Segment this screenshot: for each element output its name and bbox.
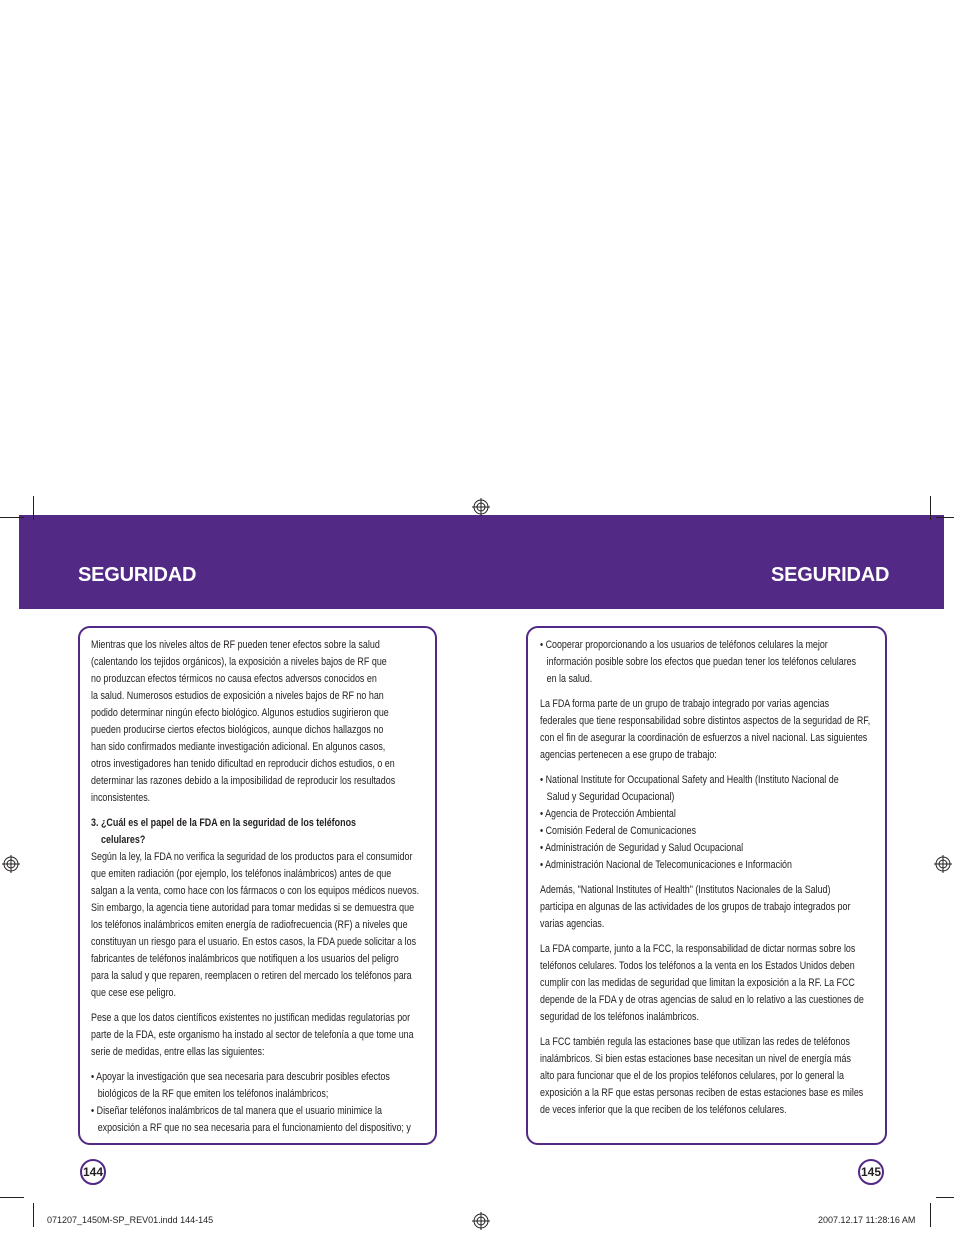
text-line: Pese a que los datos científicos existentes no justifican medidas regulatorias por: [91, 1012, 411, 1024]
text-line: han sido confirmados mediante investigación adicional. En algunos casos,: [91, 741, 386, 753]
text-line: en la salud.: [546, 673, 593, 685]
text-line: La FDA comparte, junto a la FCC, la responsabilidad de dictar normas sobre los: [540, 943, 856, 955]
text-line: información posible sobre los efectos que puedan tener los teléfonos celulares: [546, 656, 857, 668]
paragraph: [540, 941, 870, 1026]
left-panel-text: [91, 637, 419, 1137]
text-line: biológicos de la RF que emiten los teléfonos inalámbricos;: [97, 1088, 329, 1100]
text-line: Además, "National Institutes of Health" (Institutos Nacionales de la Salud): [540, 884, 831, 896]
registration-mark-icon: [934, 855, 952, 873]
text-line: de veces inferior que la que reciben de los teléfonos celulares.: [540, 1104, 787, 1116]
crop-mark: [33, 1203, 34, 1227]
bullet-item: [91, 1103, 419, 1137]
text-line: pueden producirse ciertos efectos biológicos, aunque dichos hallazgos no: [91, 724, 384, 736]
text-line: determinar las razones debido a la imposibilidad de reproducir los resultados: [91, 775, 396, 787]
page-number-right: 145: [858, 1159, 884, 1185]
question-heading: [91, 815, 419, 849]
text-line: celulares?: [101, 834, 146, 846]
timestamp-slug: 2007.12.17 11:28:16 AM: [818, 1215, 916, 1225]
bullet-item: [91, 1069, 419, 1103]
crop-mark: [0, 1197, 24, 1198]
registration-mark-icon: [472, 498, 490, 516]
paragraph: [540, 696, 870, 764]
text-line: parte de la FDA, este organismo ha instado al sector de telefonía a que tome una: [91, 1029, 414, 1041]
paragraph: [540, 1034, 870, 1119]
text-line: Sin embargo, la agencia tiene autoridad para tomar medidas si se demuestra que: [91, 902, 415, 914]
text-line: otros investigadores han tenido dificultad en reproducir dichos estudios, o en: [91, 758, 395, 770]
paragraph: [91, 849, 419, 1002]
text-line: varias agencias.: [540, 918, 605, 930]
text-line: agencias pertenecen a ese grupo de trabajo:: [540, 749, 717, 761]
crop-mark: [936, 1197, 954, 1198]
list-item: • Administración Nacional de Telecomunicaciones e Información: [540, 859, 792, 871]
crop-mark: [930, 496, 931, 520]
text-line: exposición a RF que no sea necesaria para el funcionamiento del dispositivo; y: [97, 1122, 411, 1134]
text-line: que emiten radiación (por ejemplo, los teléfonos inalámbricos) antes de que: [91, 868, 392, 880]
text-line: la salud. Numerosos estudios de exposición a niveles bajos de RF no han: [91, 690, 384, 702]
text-line: salgan a la venta, como hace con los fármacos o con los equipos médicos nuevos.: [91, 885, 420, 897]
text-line: inalámbricos. Si bien estas estaciones base necesitan un nivel de energía más: [540, 1053, 851, 1065]
right-panel-text: [540, 637, 870, 1119]
text-line: alto para funcionar que el de los propios teléfonos celulares, por lo general la: [540, 1070, 844, 1082]
text-line: fabricantes de teléfonos inalámbricos que notifiquen a los usuarios del peligro: [91, 953, 399, 965]
text-line: La FDA forma parte de un grupo de trabajo integrado por varias agencias: [540, 698, 830, 710]
crop-mark: [0, 517, 24, 518]
list-item: • National Institute for Occupational Safety and Health (Instituto Nacional de: [540, 774, 839, 786]
text-line: Según la ley, la FDA no verifica la seguridad de los productos para el consumidor: [91, 851, 413, 863]
text-line: podido determinar ningún efecto biológico. Algunos estudios sugirieron que: [91, 707, 389, 719]
text-line: teléfonos celulares. Todos los teléfonos a la venta en los Estados Unidos deben: [540, 960, 855, 972]
text-line: cumplir con las medidas de seguridad que limitan la exposición a la RF. La FCC: [540, 977, 855, 989]
list-item: Salud y Seguridad Ocupacional): [546, 791, 675, 803]
text-line: • Diseñar teléfonos inalámbricos de tal manera que el usuario minimice la: [91, 1105, 382, 1117]
text-line: constituyan un riesgo para el usuario. En estos casos, la FDA puede solicitar a los: [91, 936, 417, 948]
registration-mark-icon: [2, 855, 20, 873]
page-title-left: SEGURIDAD: [78, 564, 197, 586]
text-line: depende de la FDA y de otras agencias de salud en lo relativo a las cuestiones de: [540, 994, 864, 1006]
paragraph: [91, 1010, 419, 1061]
text-line: participa en algunas de las actividades de los grupos de trabajo integrados por: [540, 901, 851, 913]
page-title-right: SEGURIDAD: [771, 564, 890, 586]
agency-list: [540, 772, 870, 874]
list-item: • Agencia de Protección Ambiental: [540, 808, 676, 820]
text-line: inconsistentes.: [91, 792, 151, 804]
list-item: • Comisión Federal de Comunicaciones: [540, 825, 697, 837]
paragraph: [91, 637, 419, 807]
text-line: para la salud y que reparen, reemplacen o retiren del mercado los teléfonos para: [91, 970, 412, 982]
paragraph: [540, 882, 870, 933]
text-line: no produzcan efectos térmicos no causa efectos adversos conocidos en: [91, 673, 377, 685]
text-line: Mientras que los niveles altos de RF pueden tener efectos sobre la salud: [91, 639, 380, 651]
text-line: • Cooperar proporcionando a los usuarios de teléfonos celulares la mejor: [540, 639, 828, 651]
text-line: exposición a la RF que estas personas reciben de estas estaciones base es miles: [540, 1087, 864, 1099]
text-line: que cese ese peligro.: [91, 987, 177, 999]
text-line: los teléfonos inalámbricos emiten energía de radiofrecuencia (RF) a niveles que: [91, 919, 408, 931]
header-band: [19, 515, 944, 609]
crop-mark: [33, 496, 34, 520]
crop-mark: [936, 517, 954, 518]
text-line: La FCC también regula las estaciones base que utilizan las redes de teléfonos: [540, 1036, 850, 1048]
text-line: federales que tiene responsabilidad sobre distintos aspectos de la seguridad de RF,: [540, 715, 871, 727]
text-line: • Apoyar la investigación que sea necesaria para descubrir posibles efectos: [91, 1071, 390, 1083]
page-number-left: 144: [80, 1159, 106, 1185]
bullet-item: [540, 637, 870, 688]
text-line: con el fin de asegurar la coordinación de esfuerzos a nivel nacional. Las siguientes: [540, 732, 868, 744]
file-slug: 071207_1450M-SP_REV01.indd 144-145: [47, 1215, 214, 1225]
registration-mark-icon: [472, 1212, 490, 1230]
crop-mark: [930, 1203, 931, 1227]
list-item: • Administración de Seguridad y Salud Ocupacional: [540, 842, 744, 854]
text-line: seguridad de los teléfonos inalámbricos.: [540, 1011, 699, 1023]
text-line: serie de medidas, entre ellas las siguientes:: [91, 1046, 265, 1058]
text-line: 3. ¿Cuál es el papel de la FDA en la seguridad de los teléfonos: [91, 817, 357, 829]
text-line: (calentando los tejidos orgánicos), la exposición a niveles bajos de RF que: [91, 656, 387, 668]
